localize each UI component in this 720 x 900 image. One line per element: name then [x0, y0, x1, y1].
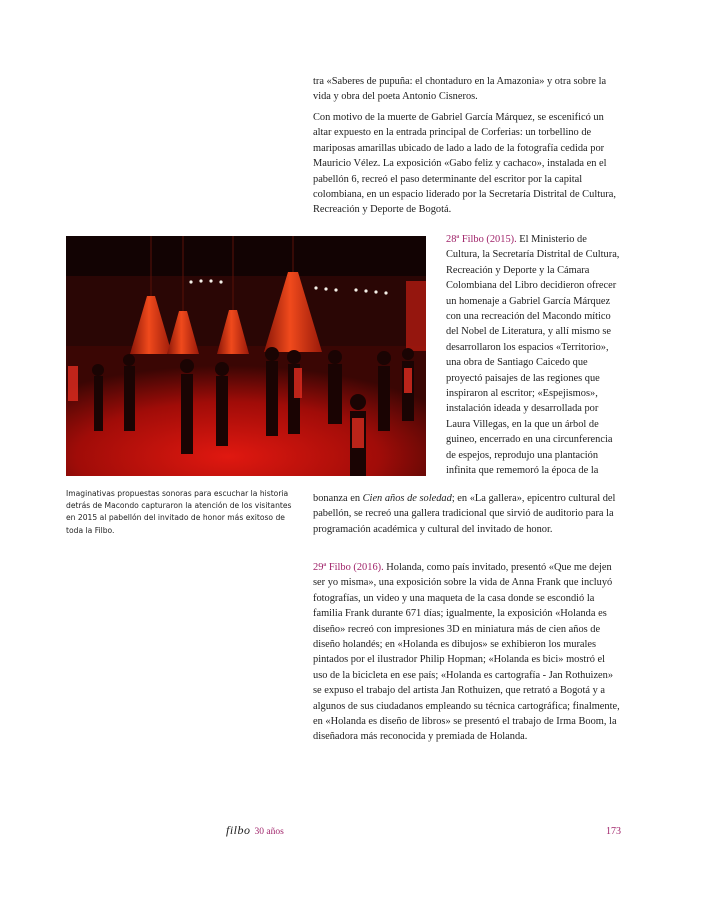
paragraph-filbo-2015-continued	[313, 491, 620, 537]
page-number: 173	[606, 826, 621, 837]
filbo-2015-cont-b: ; en «La gallera», epicentro cultural del pabellón, se recreó una gallera tradicional que sirvió de auditorio para la programación académica y cultural del invitado de honor.	[313, 493, 616, 535]
filbo-2015-cont-a: bonanza en	[313, 493, 363, 504]
anniversary-label: 30 años	[254, 827, 284, 837]
paragraph-filbo-2015	[446, 232, 620, 479]
exhibition-photo	[66, 236, 426, 476]
filbo-2015-text: El Ministerio de Cultura, la Secretaría Distrital de Cultura, Recreación y Deporte y la Cámara Colombiana del Libro decidieron ofrecer un homenaje a Gabriel García Márquez con una recreación del Macondo mítico del Nobel de Literatura, y allí mismo se desarrollaron los espacios «Territorio», una obra de Santiago Caicedo que proyectó paisajes de las regiones que inspiraron al escritor; «Espejismos», instalación ideada y desarrollada por Laura Villegas, en la que un árbol de guineo, encerrado en una circunferencia de espejos, reprodujo una plantación infinita que rememoró la época de la	[446, 234, 620, 477]
paragraph-garcia-marquez: Con motivo de la muerte de Gabriel García Márquez, se escenificó un altar expuesto en la entrada principal de Corferias: un torbellino de mariposas amarillas ubicado de lado a lado de la fotografía cedida por Mauricio Vélez. La exposición «Gabo feliz y cachaco», instalada en el pabellón 6, recreó el paso determinante del escritor por la capital colombiana, en un espacio liderado por la Secretaría Distrital de Cultura, Recreación y Deporte de Bogotá.	[313, 112, 616, 216]
filbo-brand: filbo	[226, 823, 251, 837]
filbo-2015-heading: 28ª Filbo (2015).	[446, 234, 517, 245]
filbo-2016-heading: 29ª Filbo (2016).	[313, 562, 384, 573]
paragraph-filbo-2016	[313, 560, 620, 745]
paragraph-intro: tra «Saberes de pupuña: el chontaduro en la Amazonia» y otra sobre la vida y obra del poeta Antonio Cisneros.	[313, 76, 607, 103]
filbo-2016-text: Holanda, como país invitado, presentó «Que me dejen ser yo misma», una exposición sobre la vida de Anna Frank que incluyó fotografías, un video y una maqueta de la casa donde se escondió la familia Frank durante 671 días; igualmente, la exposición «Holanda es diseño» recreó con impresiones 3D en miniatura más de cien años de diseño holandés; en «Holanda es dibujos» se exhibieron los murales pintados por el ilustrador Philip Hopman; «Holanda es bici» mostró el uso de la bicicleta en ese país; «Holanda es cartografía - Jan Rothuizen» se expuso el trabajo del artista Jan Rothuizen, que retrató a Bogotá y a algunos de sus ciudadanos empleando su técnica cartográfica; finalmente, en «Holanda es diseño de libros» se presentó el trabajo de Irma Boom, la diseñadora más reconocida y premiada de Holanda.	[313, 562, 620, 743]
photo-caption: Imaginativas propuestas sonoras para escuchar la historia detrás de Macondo capturaron la atención de los visitantes en 2015 al pabellón del invitado de honor más exitoso de toda la Filbo.	[66, 489, 292, 535]
book-title: Cien años de soledad	[362, 493, 452, 504]
footer-logo	[226, 823, 284, 838]
